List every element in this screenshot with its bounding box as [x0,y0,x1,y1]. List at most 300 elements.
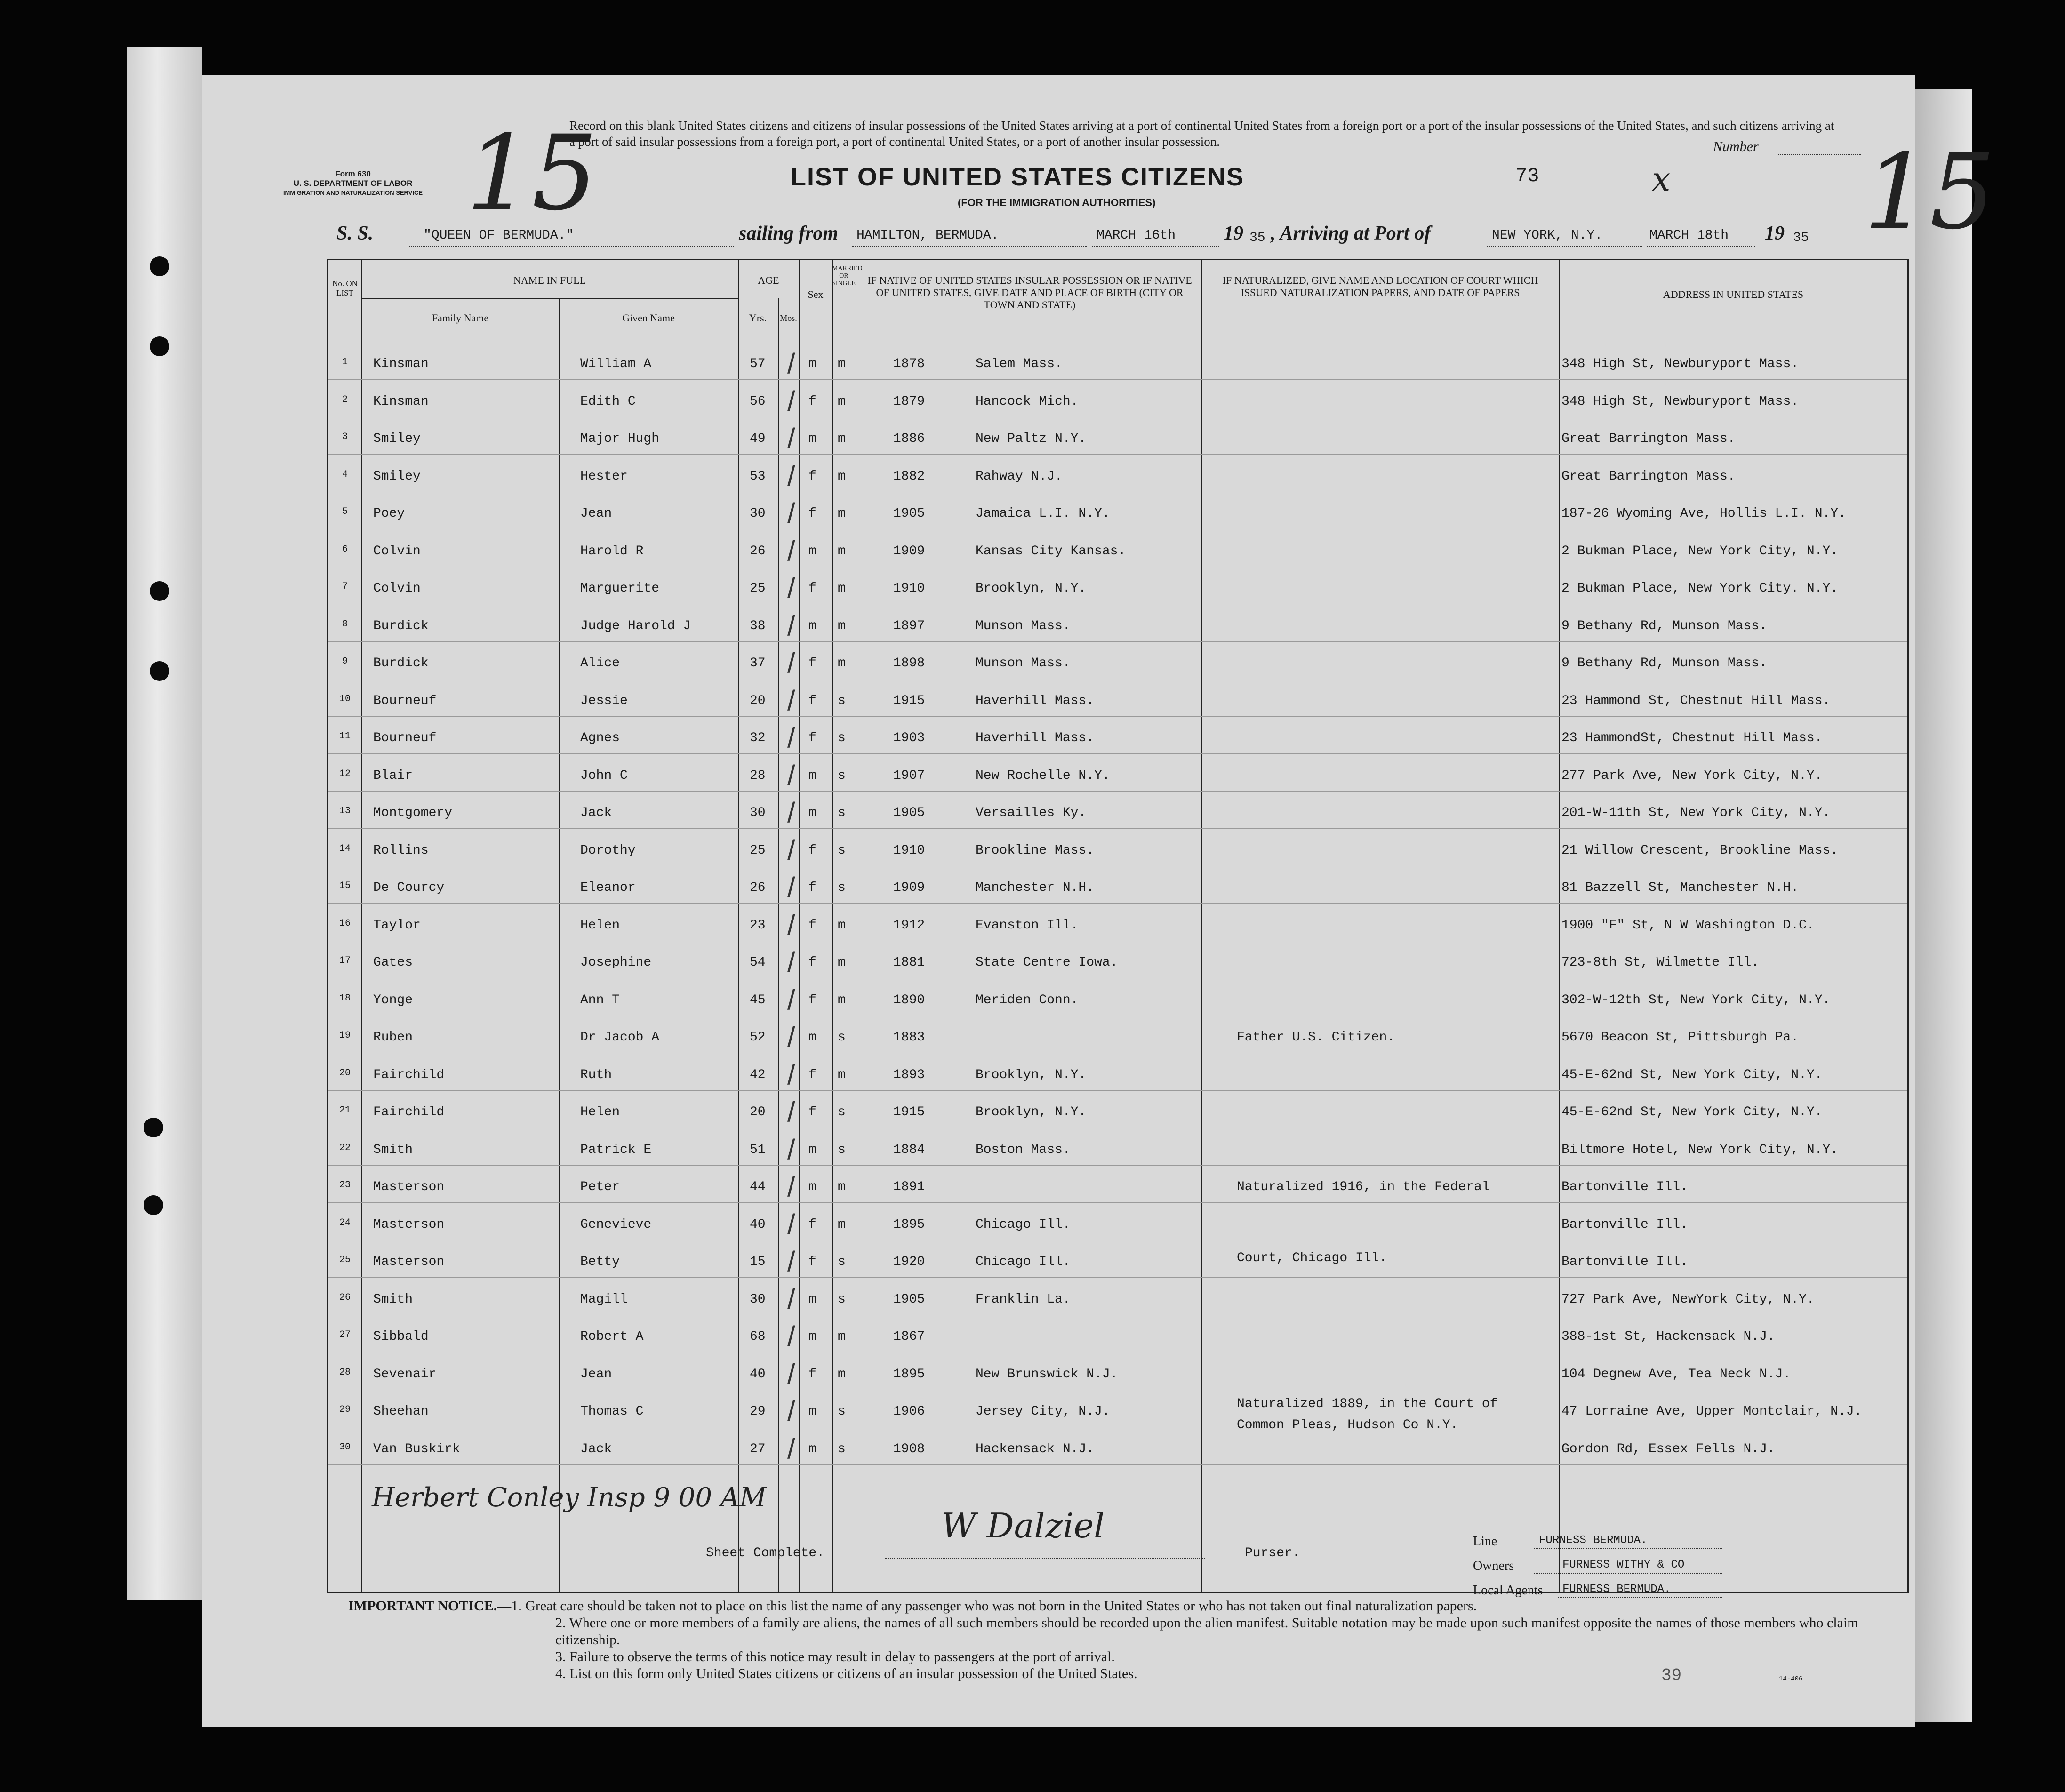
given-name: Patrick E [580,1142,652,1157]
family-name: Sibbald [373,1329,429,1344]
sex: m [808,768,816,783]
col-divider [1559,260,1560,1592]
row-number: 12 [339,768,351,779]
row-number: 11 [339,731,351,742]
inspector-signature: Herbert Conley Insp 9 00 AM [372,1482,767,1513]
family-name: Sevenair [373,1367,437,1382]
birth-year: 1883 [893,1030,925,1045]
agents-value: FURNESS BERMUDA. [1562,1583,1671,1596]
address: 104 Degnew Ave, Tea Neck N.J. [1561,1367,1791,1382]
address: 9 Bethany Rd, Munson Mass. [1561,656,1767,671]
binder-strip [127,47,202,1600]
arrive-underline [1647,246,1755,247]
sex: m [808,357,816,371]
year-prefix: 19 [1224,223,1243,244]
age-years: 30 [750,806,766,820]
birth-year: 1897 [893,618,925,633]
port-underline [1487,246,1642,247]
depart-year: 35 [1249,231,1265,245]
sex: m [808,806,816,820]
given-name: Judge Harold J [580,618,691,633]
address: 723-8th St, Wilmette Ill. [1561,955,1760,970]
col-divider [559,298,560,1592]
birth-place: Brooklyn, N.Y. [976,581,1087,596]
header-address: ADDRESS IN UNITED STATES [1663,288,1804,300]
sex: f [808,506,816,521]
given-name: Jean [580,506,612,521]
ditto-slash-mark: / [787,1021,795,1053]
ink-mark: x [1652,160,1671,199]
family-name: Smiley [373,432,421,446]
birth-year: 1898 [893,656,925,671]
age-years: 38 [750,618,766,633]
birth-place: Evanston Ill. [976,918,1079,933]
arrival-port: NEW YORK, N.Y. [1492,228,1603,243]
ditto-slash-mark: / [787,1171,795,1202]
age-years: 25 [750,843,766,858]
row-rule [328,753,1907,754]
row-number: 26 [339,1292,351,1303]
birth-place: Hackensack N.J. [976,1441,1095,1456]
given-name: Eleanor [580,880,636,895]
birth-place: New Rochelle N.Y. [976,768,1110,783]
signature-line [885,1558,1205,1559]
family-name: Fairchild [373,1105,445,1120]
age-years: 57 [750,357,766,371]
family-name: Colvin [373,581,421,596]
sex: m [808,1180,816,1194]
header-naturalized: IF NATURALIZED, GIVE NAME AND LOCATION OF COURT WHICH ISSUED NATURALIZATION PAPERS, AND DATE OF PAPERS [1222,274,1538,298]
ditto-slash-mark: / [787,497,795,529]
row-rule [328,716,1907,717]
birth-year: 1910 [893,581,925,596]
notice-label: IMPORTANT NOTICE. [348,1598,497,1614]
ditto-slash-mark: / [787,385,795,417]
birth-place: Jamaica L.I. N.Y. [976,506,1110,521]
age-years: 52 [750,1030,766,1045]
row-number: 15 [339,880,351,891]
birth-year: 1905 [893,806,925,820]
marital-status: s [838,731,846,745]
ditto-slash-mark: / [787,1320,795,1352]
family-name: Yonge [373,992,413,1008]
col-divider [832,260,833,1592]
given-name: Josephine [580,955,652,970]
birth-year: 1912 [893,918,925,933]
stamp-number: 73 [1515,165,1539,187]
notice-text: —1. Great care should be taken not to place on this list the name of any passenger who was not born in the United States or who has not taken out final naturalization papers. [497,1598,1477,1614]
address: 187-26 Wyoming Ave, Hollis L.I. N.Y. [1561,506,1846,521]
row-number: 8 [342,618,348,630]
ditto-slash-mark: / [787,684,795,716]
naturalized-note: Court, Chicago Ill. [1237,1251,1387,1265]
sex: f [808,581,816,596]
header-mos: Mos. [780,313,797,323]
age-years: 26 [750,880,766,895]
birth-place: Franklin La. [976,1292,1071,1307]
row-number: 19 [339,1030,351,1041]
address: 348 High St, Newburyport Mass. [1561,357,1799,371]
sex: f [808,1105,816,1120]
given-name: Helen [580,918,620,933]
sex: f [808,656,816,671]
ditto-slash-mark: / [787,647,795,679]
age-years: 20 [750,1105,766,1120]
birth-place: Brookline Mass. [976,843,1095,858]
sex: m [808,1142,816,1157]
given-name: Thomas C [580,1404,644,1419]
birth-year: 1915 [893,1105,925,1120]
marital-status: s [838,1105,846,1120]
birth-place: Chicago Ill. [976,1255,1071,1269]
col-divider [361,260,362,1592]
address: 201-W-11th St, New York City, N.Y. [1561,806,1831,820]
row-number: 6 [342,544,348,555]
family-name: Bourneuf [373,693,437,708]
birth-place: Versailles Ky. [976,806,1087,820]
header-given: Given Name [622,312,675,324]
sex: m [808,1030,816,1045]
sex: f [808,1367,816,1382]
row-number: 17 [339,955,351,966]
given-name: Genevieve [580,1217,652,1232]
marital-status: m [838,1180,846,1194]
birth-place: Jersey City, N.J. [976,1404,1110,1419]
row-number: 28 [339,1367,351,1378]
marital-status: s [838,1292,846,1307]
row-rule [328,791,1907,792]
birth-year: 1879 [893,394,925,409]
agents-label: Local Agents [1473,1583,1543,1598]
manifest-sheet [202,75,1995,1727]
marital-status: m [838,1329,846,1344]
address: 727 Park Ave, NewYork City, N.Y. [1561,1292,1815,1307]
ditto-slash-mark: / [787,946,795,978]
ditto-slash-mark: / [787,609,795,641]
given-name: Ruth [580,1067,612,1082]
ditto-slash-mark: / [787,1432,795,1464]
birth-place: Manchester N.H. [976,880,1095,895]
family-name: Taylor [373,918,421,933]
address: Gordon Rd, Essex Fells N.J. [1561,1441,1775,1456]
row-number: 16 [339,918,351,929]
ditto-slash-mark: / [787,872,795,903]
punch-hole [144,1195,163,1215]
marital-status: s [838,880,846,895]
marital-status: m [838,432,846,446]
age-years: 23 [750,918,766,933]
address: Great Barrington Mass. [1561,432,1736,446]
age-years: 15 [750,1255,766,1269]
birth-place: Meriden Conn. [976,992,1079,1008]
punch-hole [144,1118,163,1137]
address: 348 High St, Newburyport Mass. [1561,394,1799,409]
address: Great Barrington Mass. [1561,469,1736,484]
row-rule [328,1090,1907,1091]
given-name: Magill [580,1292,628,1307]
marital-status: m [838,394,846,409]
sex: f [808,843,816,858]
sex: f [808,1255,816,1269]
given-name: Jessie [580,693,628,708]
row-number: 9 [342,656,348,667]
col-divider [799,260,800,1592]
ship-underline [409,246,734,247]
arrive-year-prefix: 19 [1765,223,1785,244]
punch-hole [150,256,169,276]
owners-underline [1534,1573,1722,1574]
sex: f [808,918,816,933]
given-name: William A [580,357,652,371]
birth-year: 1895 [893,1367,925,1382]
birth-year: 1882 [893,469,925,484]
address: 47 Lorraine Ave, Upper Montclair, N.J. [1561,1404,1862,1419]
address: Bartonville Ill. [1561,1180,1688,1194]
punch-hole [150,661,169,681]
age-years: 45 [750,992,766,1008]
family-name: Montgomery [373,806,453,820]
ditto-slash-mark: / [787,1358,795,1390]
address: Bartonville Ill. [1561,1217,1688,1232]
row-number: 10 [339,693,351,704]
birth-year: 1890 [893,992,925,1008]
birth-year: 1905 [893,1292,925,1307]
sex: m [808,1441,816,1456]
arrive-year: 35 [1793,231,1809,245]
row-rule [328,1277,1907,1278]
row-number: 4 [342,469,348,480]
header-yrs: Yrs. [749,312,767,324]
birth-year: 1909 [893,880,925,895]
record-instructions: Record on this blank United States citizens and citizens of insular possessions of the United States arriving at a port of continental United States from a foreign port or a port of the insular possessions of the United States, and such citizens arriving at a port of said insular possessions from a foreign port, a port of continental United States, or a port of another insular possession. [569,119,1834,149]
sex: m [808,544,816,559]
age-years: 56 [750,394,766,409]
row-number: 27 [339,1329,351,1340]
depart-date: MARCH 16th [1097,228,1176,243]
sailing-label: sailing from [739,223,839,244]
age-years: 42 [750,1067,766,1082]
marital-status: m [838,618,846,633]
marital-status: s [838,1404,846,1419]
address: 1900 "F" St, N W Washington D.C. [1561,918,1815,933]
age-years: 25 [750,581,766,596]
notice-4: 4. List on this form only United States citizens or citizens of an insular possession of the United States. [555,1666,1137,1681]
given-name: Marguerite [580,581,660,596]
birth-year: 1910 [893,843,925,858]
page-edge [1915,89,1972,1722]
birth-place: Kansas City Kansas. [976,544,1126,559]
birth-year: 1907 [893,768,925,783]
from-underline [852,246,1087,247]
row-rule [328,1464,1907,1465]
age-years: 37 [750,656,766,671]
marital-status: m [838,469,846,484]
given-name: Agnes [580,731,620,745]
number-label: Number [1713,139,1759,154]
age-years: 40 [750,1217,766,1232]
sex: m [808,1329,816,1344]
family-name: Fairchild [373,1067,445,1082]
depart-underline [1092,246,1219,247]
naturalization: Father U.S. Citizen. [1237,1030,1395,1045]
family-name: Masterson [373,1217,445,1232]
given-name: Helen [580,1105,620,1120]
service: IMMIGRATION AND NATURALIZATION SERVICE [283,189,423,196]
sex: f [808,1217,816,1232]
family-name: Masterson [373,1255,445,1269]
address: 81 Bazzell St, Manchester N.H. [1561,880,1799,895]
marital-status: s [838,1255,846,1269]
naturalized-note: Naturalized 1889, in the Court of [1237,1397,1498,1411]
sex: m [808,1404,816,1419]
row-number: 29 [339,1404,351,1415]
handwritten-number: 15 [466,113,598,233]
page-title: LIST OF UNITED STATES CITIZENS [791,163,1244,191]
marital-status: s [838,1030,846,1045]
given-name: Ann T [580,992,620,1008]
given-name: Harold R [580,544,644,559]
address: 5670 Beacon St, Pittsburgh Pa. [1561,1030,1799,1045]
family-name: Sheehan [373,1404,429,1419]
birth-year: 1903 [893,731,925,745]
col-divider [738,260,739,1592]
notice-1 [348,1598,1901,1615]
form-header [264,169,442,198]
birth-place: Brooklyn, N.Y. [976,1067,1087,1082]
given-name: Betty [580,1255,620,1269]
ditto-slash-mark: / [787,1133,795,1165]
sex: f [808,955,816,970]
birth-place: State Centre Iowa. [976,955,1118,970]
notice-3: 3. Failure to observe the terms of this notice may result in delay to passengers at the port of arrival. [555,1649,1115,1664]
family-name: Burdick [373,618,429,633]
form-number: Form 630 [335,169,371,178]
given-name: Dr Jacob A [580,1030,660,1045]
row-number: 14 [339,843,351,854]
marital-status: m [838,1217,846,1232]
family-name: Rollins [373,843,429,858]
row-rule [328,1202,1907,1203]
row-rule [328,903,1907,904]
birth-year: 1891 [893,1180,925,1194]
department: U. S. DEPARTMENT OF LABOR [293,179,413,188]
marital-status: m [838,357,846,371]
row-rule [328,454,1907,455]
header-name: NAME IN FULL [513,274,586,286]
sheet-complete: Sheet Complete. [706,1546,825,1560]
sex: m [808,432,816,446]
birth-place: Munson Mass. [976,618,1071,633]
sex: f [808,992,816,1008]
birth-place: Brooklyn, N.Y. [976,1105,1087,1120]
birth-place: Hancock Mich. [976,394,1079,409]
given-name: Hester [580,469,628,484]
line-value: FURNESS BERMUDA. [1539,1534,1648,1547]
given-name: John C [580,768,628,783]
sex: f [808,693,816,708]
marital-status: s [838,768,846,783]
address: 9 Bethany Rd, Munson Mass. [1561,618,1767,633]
row-number: 5 [342,506,348,517]
ditto-slash-mark: / [787,1395,795,1427]
marital-status: m [838,506,846,521]
address: 2 Bukman Place, New York City, N.Y. [1561,544,1839,559]
purser-label: Purser. [1245,1546,1300,1560]
row-number: 20 [339,1067,351,1079]
birth-year: 1878 [893,357,925,371]
ditto-slash-mark: / [787,348,795,379]
row-rule [328,641,1907,642]
ditto-slash-mark: / [787,572,795,604]
age-years: 32 [750,731,766,745]
address: Biltmore Hotel, New York City, N.Y. [1561,1142,1839,1157]
sex: m [808,1292,816,1307]
row-number: 13 [339,806,351,816]
family-name: Kinsman [373,357,429,371]
address: 388-1st St, Hackensack N.J. [1561,1329,1775,1344]
family-name: Bourneuf [373,731,437,745]
header-family: Family Name [432,312,489,324]
given-name: Jean [580,1367,612,1382]
ditto-slash-mark: / [787,423,795,454]
row-number: 2 [342,394,348,405]
birth-year: 1895 [893,1217,925,1232]
birth-place: New Paltz N.Y. [976,432,1087,446]
marital-status: m [838,1067,846,1082]
naturalization: Naturalized 1916, in the Federal [1237,1180,1490,1194]
birth-place: New Brunswick N.J. [976,1367,1118,1382]
address: 21 Willow Crescent, Brookline Mass. [1561,843,1839,858]
ditto-slash-mark: / [787,1058,795,1090]
sex: f [808,469,816,484]
ditto-slash-mark: / [787,722,795,753]
page-number: 39 [1661,1666,1682,1685]
birth-year: 1905 [893,506,925,521]
given-name: Jack [580,806,612,820]
header-married: MARRIED OR SINGLE [832,265,863,287]
age-years: 26 [750,544,766,559]
address: 45-E-62nd St, New York City, N.Y. [1561,1067,1823,1082]
given-name: Jack [580,1441,612,1456]
marital-status: s [838,1142,846,1157]
birth-year: 1909 [893,544,925,559]
given-name: Dorothy [580,843,636,858]
family-name: Ruben [373,1030,413,1045]
birth-year: 1886 [893,432,925,446]
birth-year: 1881 [893,955,925,970]
age-years: 54 [750,955,766,970]
row-number: 3 [342,432,348,442]
row-rule [328,828,1907,829]
ditto-slash-mark: / [787,984,795,1016]
line-underline [1534,1548,1722,1549]
age-years: 53 [750,469,766,484]
header-sex: Sex [808,288,824,300]
col-divider [778,298,779,1592]
punch-hole [150,336,169,356]
address: 302-W-12th St, New York City, N.Y. [1561,992,1831,1008]
birth-place: Boston Mass. [976,1142,1071,1157]
birth-place: Haverhill Mass. [976,731,1095,745]
birth-year: 1920 [893,1255,925,1269]
ditto-slash-mark: / [787,1208,795,1240]
sex: f [808,1067,816,1082]
ditto-slash-mark: / [787,759,795,791]
given-name: Peter [580,1180,620,1194]
given-name: Major Hugh [580,432,660,446]
number-underline [1777,154,1861,155]
sex: f [808,394,816,409]
